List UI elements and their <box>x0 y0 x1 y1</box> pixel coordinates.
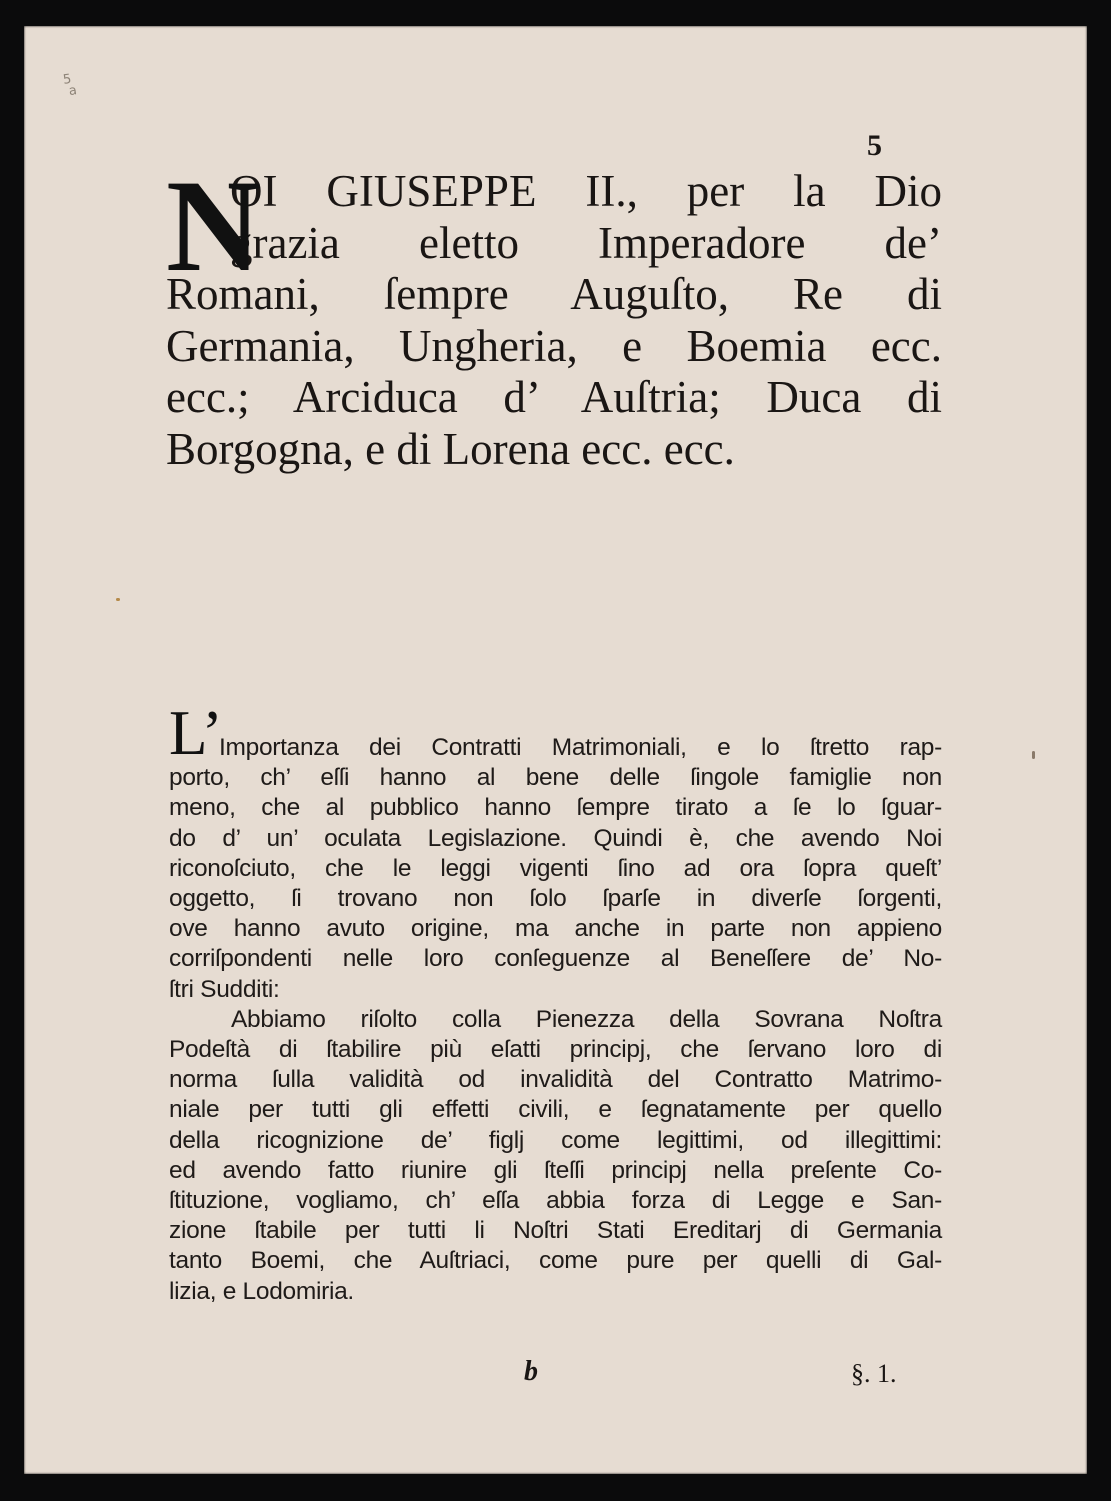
text-line: lizia, e Lodomiria. <box>169 1277 354 1305</box>
text-line: zione ſtabile per tutti li Noſtri Stati Ereditarj di Germania <box>169 1217 942 1245</box>
text-line: tanto Boemi, che Auſtriaci, come pure per quelli di Gal- <box>169 1247 942 1275</box>
text-line: della ricognizione de’ figlj come legittimi, od illegittimi: <box>169 1126 942 1154</box>
text-line: norma ſulla validità od invalidità del Contratto Matrimo- <box>169 1066 942 1094</box>
paper-stain <box>1032 751 1035 759</box>
decree-body <box>169 698 942 1307</box>
paragraph-1 <box>169 698 942 1005</box>
text-line: riconoſciuto, che le leggi vigenti ſino ad ora ſopra queſt’ <box>169 854 942 882</box>
text-line: ed avendo fatto riunire gli ſteſſi principj nella preſente Co- <box>169 1156 942 1184</box>
title-line: Romani, ſempre Auguſto, Re di <box>166 269 942 319</box>
text-line: oggetto, ſi trovano non ſolo ſparſe in diverſe ſorgenti, <box>169 885 942 913</box>
title-line: OI GIUSEPPE II., per la Dio <box>230 166 942 216</box>
text-line: do d’ un’ oculata Legislazione. Quindi è, che avendo Noi <box>169 824 942 852</box>
text-line: Podeſtà di ſtabilire più eſatti principj, che ſervano loro di <box>169 1036 942 1064</box>
document-page <box>24 26 1087 1474</box>
text-line: corriſpondenti nelle loro conſeguenze al Beneſſere de’ No- <box>169 945 942 973</box>
text-line: meno, che al pubblico hanno ſempre tirato a ſe lo ſguar- <box>169 794 942 822</box>
text-line: ſtituzione, vogliamo, ch’ eſſa abbia forza di Legge e San- <box>169 1187 942 1215</box>
text-line: Abbiamo riſolto colla Pienezza della Sovrana Noſtra <box>231 1005 942 1033</box>
paragraph-2 <box>169 1005 942 1307</box>
text-line: ove hanno avuto origine, ma anche in parte non appieno <box>169 915 942 943</box>
pencil-annotation: 5 a <box>62 71 78 100</box>
catchword: §. 1. <box>851 1359 897 1388</box>
paragraph-drop-cap: L’ <box>169 698 223 768</box>
title-line: Borgogna, e di Lorena ecc. ecc. <box>166 423 735 474</box>
page-number: 5 <box>867 129 882 162</box>
text-line: porto, ch’ eſſi hanno al bene delle ſingole famiglie non <box>169 764 942 792</box>
title-line: grazia eletto Imperadore de’ <box>230 217 942 268</box>
paper-stain <box>116 598 120 601</box>
title-block <box>166 152 942 475</box>
title-line: Germania, Ungheria, e Boemia ecc. <box>166 320 942 371</box>
title-drop-cap: N <box>166 152 262 299</box>
title-line: ecc.; Arciduca d’ Auſtria; Duca di <box>166 372 942 422</box>
text-line: ſtri Sudditi: <box>169 975 280 1003</box>
text-line: Importanza dei Contratti Matrimoniali, e lo ſtretto rap- <box>219 734 942 761</box>
text-line: niale per tutti gli effetti civili, e ſegnatamente per quello <box>169 1096 942 1124</box>
signature-mark: b <box>524 1356 538 1387</box>
